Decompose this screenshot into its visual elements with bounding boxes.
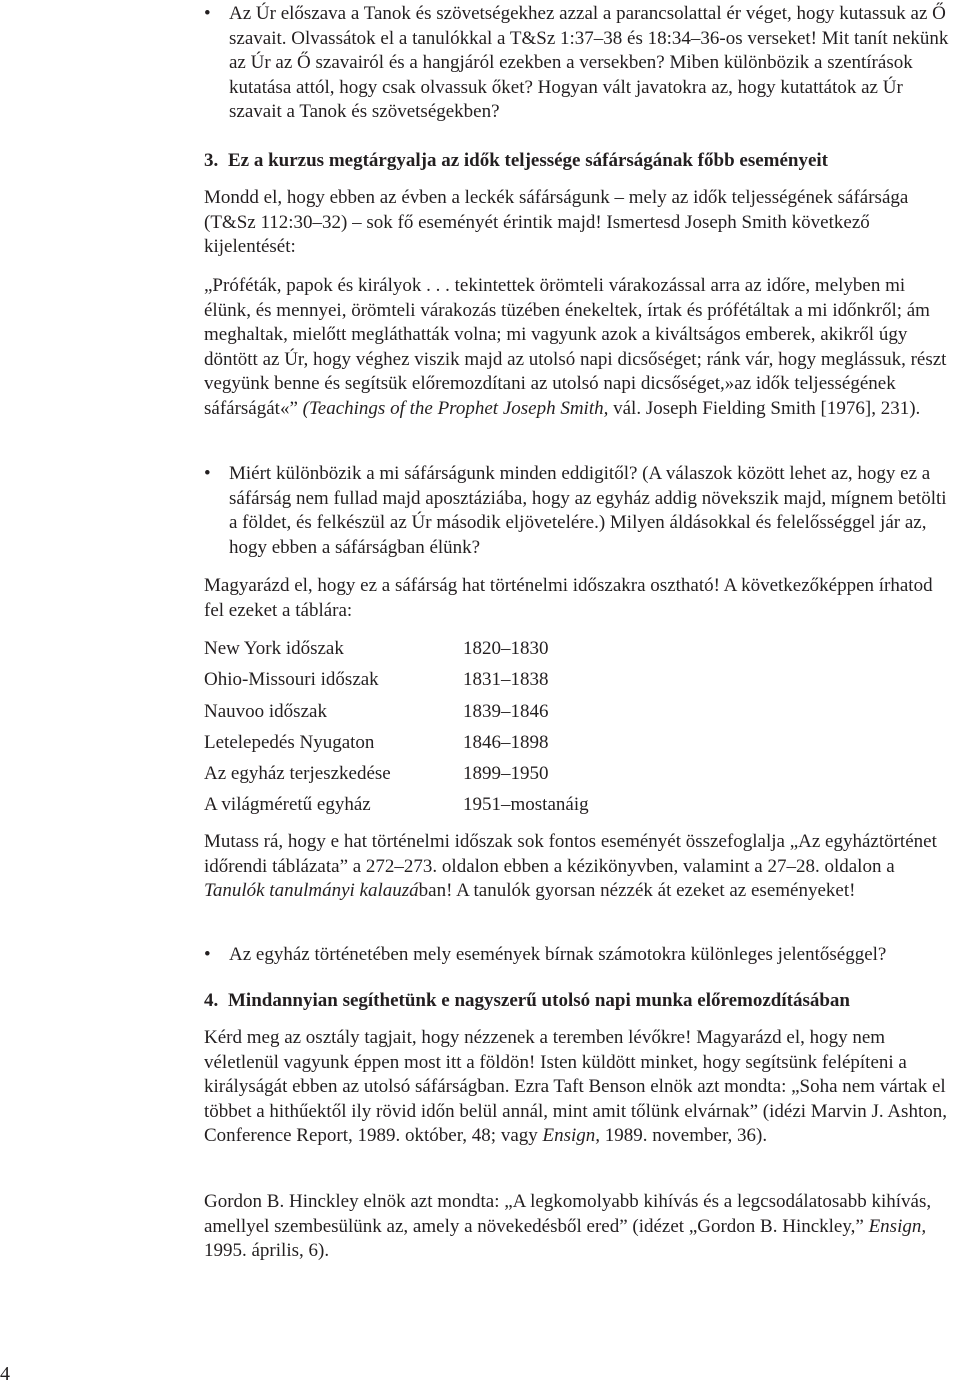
section-heading-4 [204,989,956,1013]
point-text-end: ban! A tanulók gyorsan nézzék át ezeket az eseményeket! [418,880,856,902]
bullet-text: Miért különbözik a mi sáfárságunk minden eddigitől? (A válaszok között lehet az, hogy ez a sáfárság nem fullad majd aposztáziába, hogy az egyház addig növekszik majd, mígnem betölti a földet, és felkészül az Úr második eljövetelére.) Milyen áldásokkal és felelősséggel jár az, hogy ebben a sáfárságban élünk? [229,463,947,558]
section-3-intro: Mondd el, hogy ebben az évben a leckék sáfárságunk – mely az idők teljességének sáfársága (T&Sz 112:30–32) – sok fő eseményét érintik majd! Ismertesd Joseph Smith következő kijelentését: [204,187,909,258]
period-name: Ohio-Missouri időszak [204,669,379,691]
period-years: 1846–1898 [463,731,549,753]
section-4-para-1 [204,1026,956,1149]
period-row [204,732,704,763]
para-italic-source: Ensign, [868,1215,927,1237]
historical-periods-list [204,638,704,826]
section-number: 3. [204,150,219,171]
period-years: 1831–1838 [463,669,549,691]
bullet-text: Az Úr előszava a Tanok és szövetségekhez azzal a parancsolattal ér véget, hogy kutassuk az Ő szavait. Olvassátok el a tanulókkal a T&Sz 1:37–38 és 18:34–36-os verseket! Mit tanít nekünk az Úr az Ő szavairól és a hangjáról ezekben a versekben? Miben különbözik a szentírások kutatása attól, hogy csak olvassuk őket? Hogyan vált javatokra az, hogy kutattátok az Úr szavait a Tanok és szövetségekben? [229,3,949,123]
bullet-text: Az egyház történetében mely események bírnak számotokra különleges jelentőséggel? [229,944,887,965]
period-name: A világméretű egyház [204,794,371,816]
period-name: Letelepedés Nyugaton [204,731,375,753]
period-years: 1951–mostanáig [463,794,589,816]
section-3-point [204,830,956,904]
section-4-para-2 [204,1190,956,1264]
para-text: Gordon B. Hinckley elnök azt mondta: „A legkomolyabb kihívás és a legcsodálatosabb kihívás, amellyel szembesülünk az, amely a növekedésből ered” (idézet „Gordon B. Hinckley,” [204,1191,932,1237]
section-title: Ez a kurzus megtárgyalja az idők teljessége sáfárságának főbb eseményeit [228,150,829,171]
point-text-start: Mutass rá, hogy e hat történelmi időszak sok fontos eseményét összefoglalja „Az egyháztörténet időrendi táblázata” a 272–273. oldalon ebben a kézikönyvben, valamint a 27–28. oldalon a [204,831,937,877]
period-name: Az egyház terjeszkedése [204,763,391,785]
period-row [204,794,704,825]
joseph-smith-quote [204,274,956,422]
period-years: 1820–1830 [463,638,549,659]
section-heading-3 [204,149,956,173]
period-row [204,763,704,794]
section-number: 4. [204,990,219,1011]
page-number: 4 [0,1363,10,1385]
period-row [204,669,704,700]
para-text: Kérd meg az osztály tagjait, hogy nézzenek a teremben lévőkre! Magyarázd el, hogy nem véletlenül vagyunk éppen most itt a földön! Isten küldött minket, hogy segítsünk felépíteni a királyságát ebben az utolsó sáfárságban. Ezra Taft Benson elnök azt mondta: „Soha nem vártak el többet a hithűektől ily rövid időn belül annál, mint amit tőlünk elvárnak” (idézi Marvin J. Ashton, Conference Report, 1989. október, 48; vagy [204,1027,947,1147]
section-title: Mindannyian segíthetünk e nagyszerű utolsó napi munka előremozdításában [228,990,850,1011]
section-3-explain: Magyarázd el, hogy ez a sáfárság hat történelmi időszakra osztható! A következőképpen írhatod fel ezeket a táblára: [204,575,933,621]
period-years: 1839–1846 [463,700,549,722]
bullet-dot: • [204,463,211,484]
quote-source-title: (Teachings of the Prophet Joseph Smith, [302,397,609,419]
period-name: Nauvoo időszak [204,700,327,722]
quote-text: „Próféták, papok és királyok . . . tekintettek örömteli várakozással arra az időre, melyben mi élünk, és mennyei, örömteli várakozás tüzében énekeltek, írtak és prófétáltak a mi időnkről; ám meghaltak, mielőtt megláthatták volna; mi vagyunk azok a kiváltságos emberek, akikről úgy döntött az Úr, hogy véghez viszik majd az utolsó napi dicsőséget; ránk vár, hogy meglássuk, részt vegyünk benne és segítsük előremozdítani az utolsó napi dicsőséget,»az idők teljességének sáfárságát«” [204,275,947,419]
period-row [204,701,704,732]
quote-source-rest: vál. Joseph Fielding Smith [1976], 231). [613,397,921,419]
period-name: New York időszak [204,638,344,659]
bullet-dot: • [204,3,211,24]
para-italic-source: Ensign, [542,1125,601,1147]
para-text-end: 1995. április, 6). [204,1240,330,1262]
period-years: 1899–1950 [463,763,549,785]
period-row [204,638,704,669]
point-italic-title: Tanulók tanulmányi kalauzá [204,880,419,902]
para-text-end: 1989. november, 36). [604,1125,768,1147]
bullet-dot: • [204,944,211,965]
